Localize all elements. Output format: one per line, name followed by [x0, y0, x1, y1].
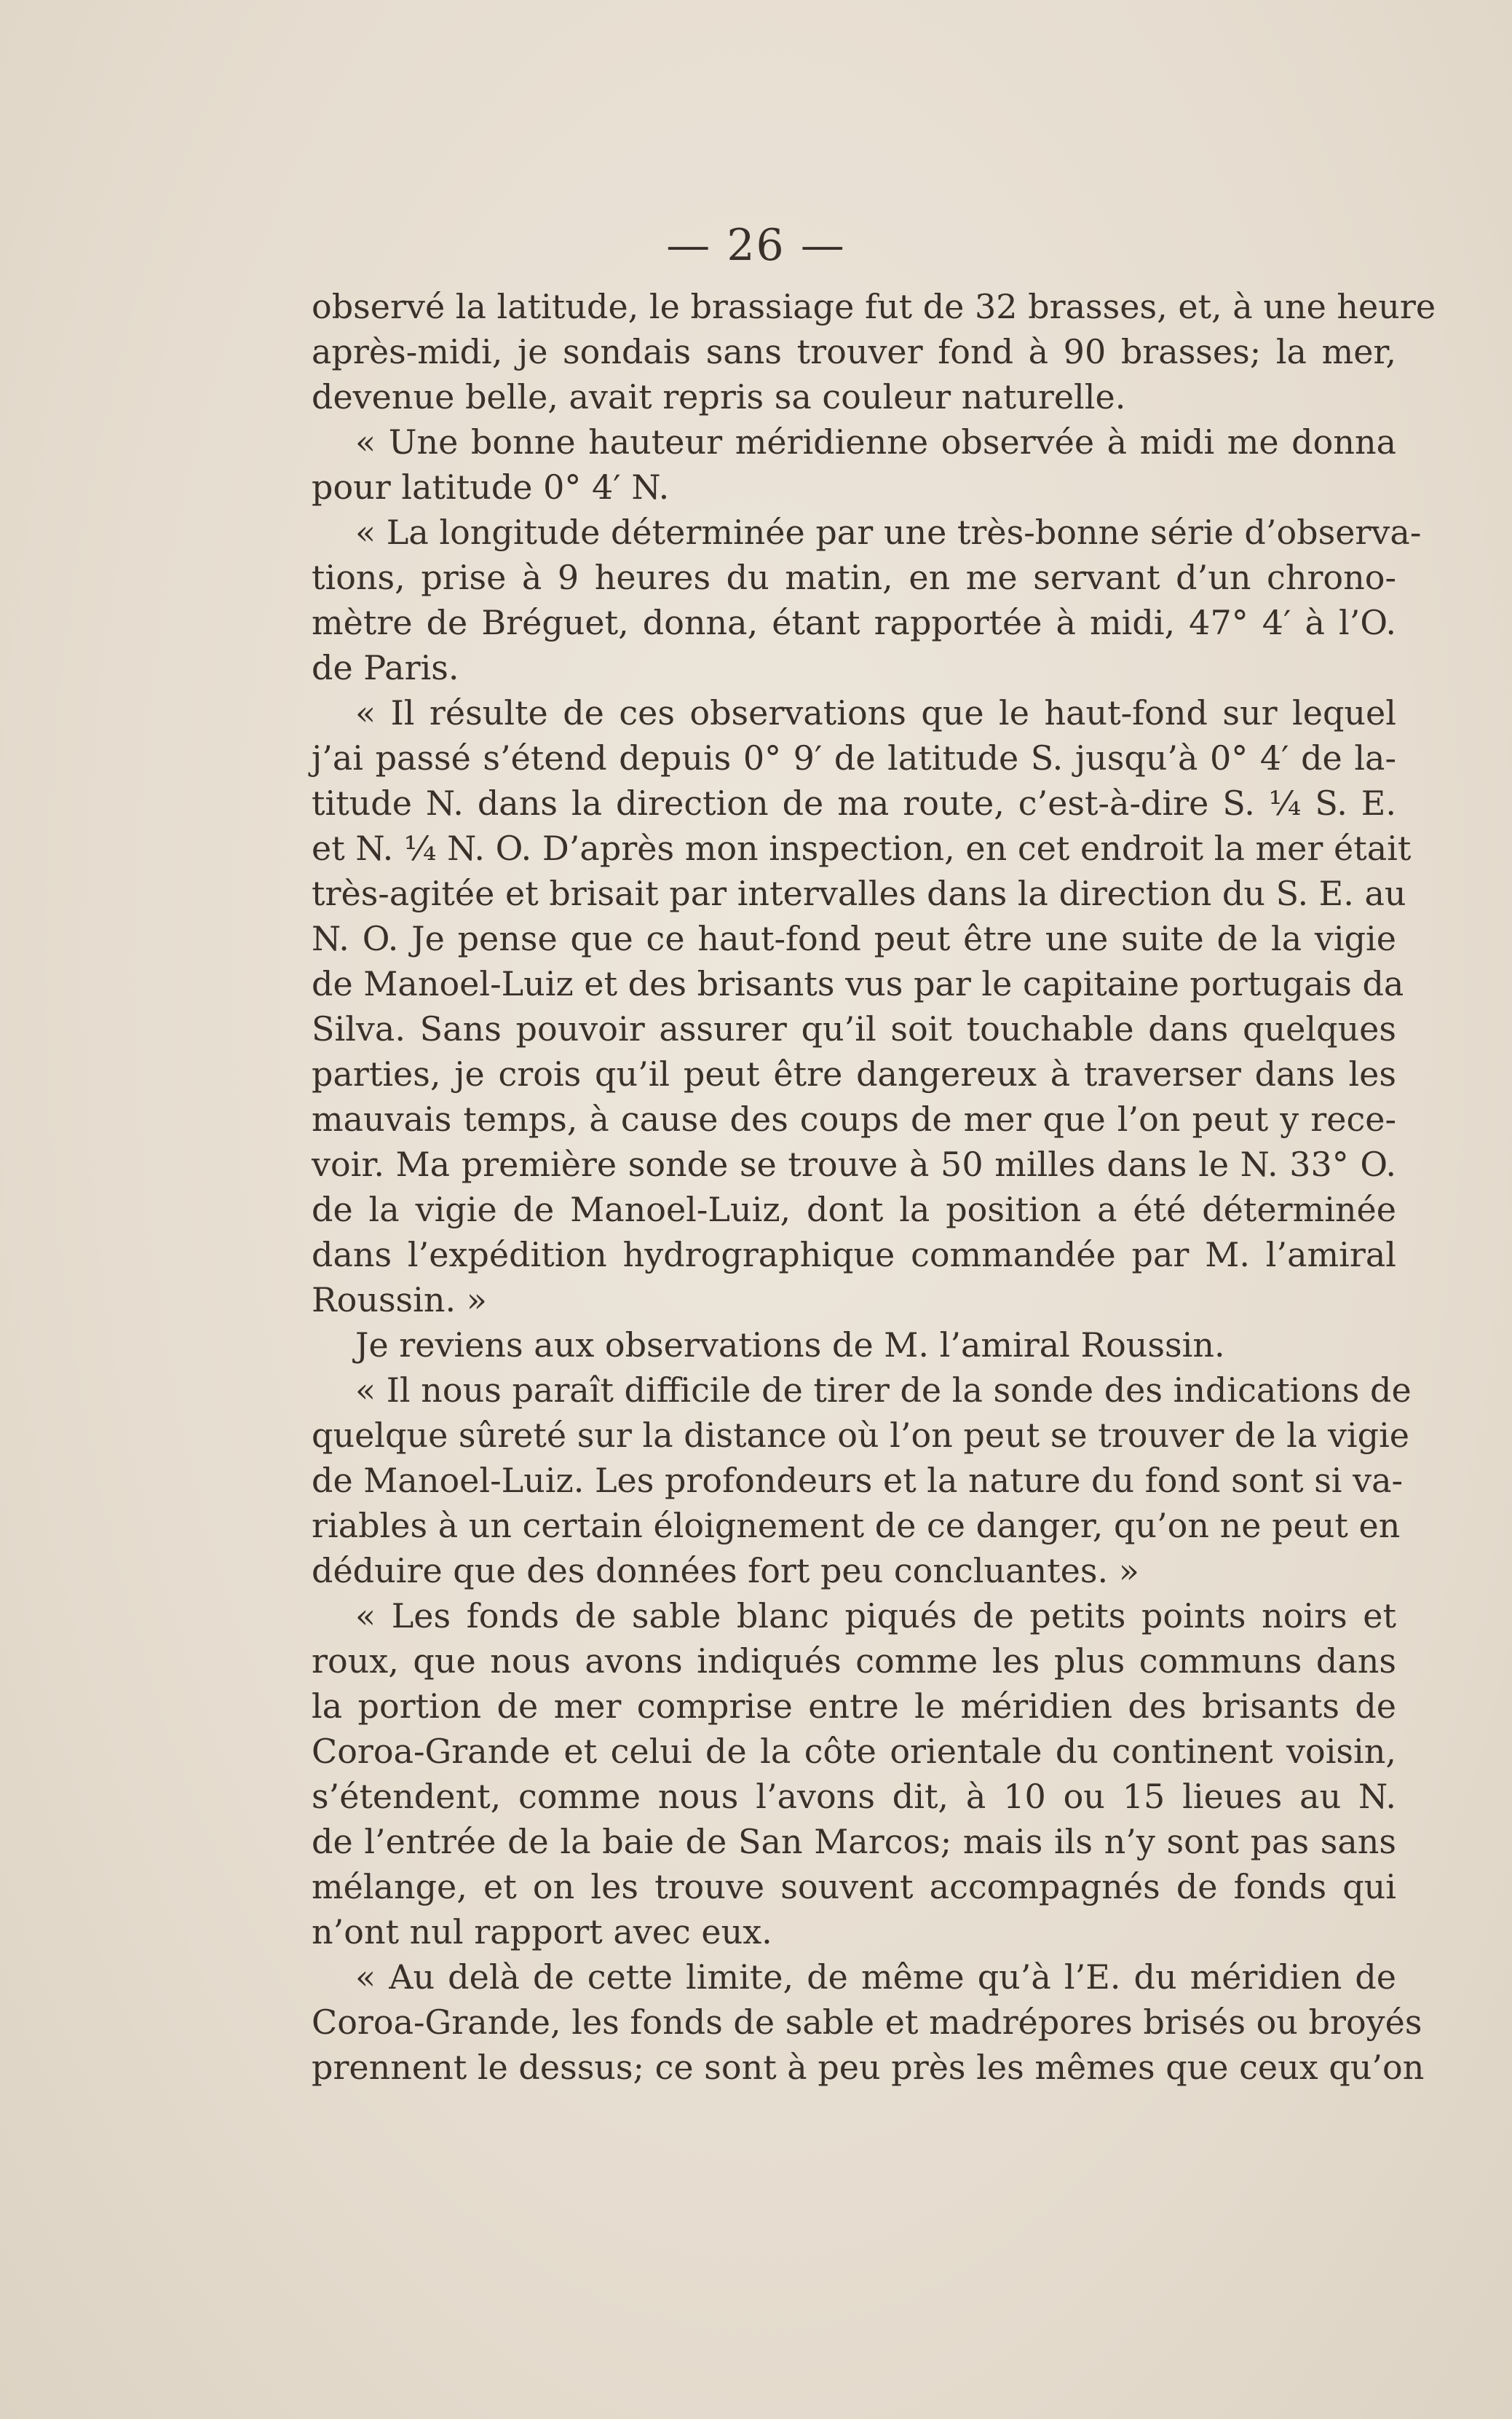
- text-line: et N. ¼ N. O. D’après mon inspection, en cet endroit la mer était: [312, 829, 1412, 868]
- text-line: N. O. Je pense que ce haut-fond peut être une suite de la vigie: [312, 919, 1396, 958]
- body-text: [312, 284, 1436, 2090]
- text-line: n’ont nul rapport avec eux.: [312, 1912, 772, 1952]
- text-line: tions, prise à 9 heures du matin, en me servant d’un chrono-: [312, 558, 1396, 597]
- text-line: mélange, et on les trouve souvent accompagnés de fonds qui: [312, 1867, 1396, 1906]
- text-line: de l’entrée de la baie de San Marcos; mais ils n’y sont pas sans: [312, 1822, 1396, 1861]
- text-line: dans l’expédition hydrographique commandée par M. l’amiral: [312, 1235, 1396, 1274]
- text-line: Roussin. »: [312, 1280, 487, 1319]
- text-line: de Paris.: [312, 648, 459, 687]
- text-line: mètre de Bréguet, donna, étant rapportée à midi, 47° 4′ à l’O.: [312, 603, 1396, 642]
- text-line: parties, je crois qu’il peut être dangereux à traverser dans les: [312, 1054, 1396, 1094]
- text-line: pour latitude 0° 4′ N.: [312, 467, 670, 507]
- text-line: riables à un certain éloignement de ce danger, qu’on ne peut en: [312, 1506, 1401, 1545]
- text-line: « Les fonds de sable blanc piqués de petits points noirs et: [355, 1596, 1396, 1635]
- text-line: Coroa-Grande et celui de la côte orientale du continent voisin,: [312, 1732, 1396, 1771]
- text-line: « Il nous paraît difficile de tirer de la sonde des indications de: [355, 1370, 1412, 1410]
- text-line: de la vigie de Manoel-Luiz, dont la position a été déterminée: [312, 1190, 1396, 1229]
- text-line: Je reviens aux observations de M. l’amiral Roussin.: [355, 1325, 1225, 1365]
- text-line: prennent le dessus; ce sont à peu près les mêmes que ceux qu’on: [312, 2048, 1425, 2087]
- text-line: j’ai passé s’étend depuis 0° 9′ de latitude S. jusqu’à 0° 4′ de la-: [312, 738, 1396, 778]
- text-line: « Au delà de cette limite, de même qu’à l’E. du méridien de: [355, 1957, 1396, 1997]
- text-line: de Manoel-Luiz et des brisants vus par le capitaine portugais da: [312, 964, 1404, 1003]
- text-line: mauvais temps, à cause des coups de mer que l’on peut y rece-: [312, 1100, 1396, 1139]
- text-line: de Manoel-Luiz. Les profondeurs et la nature du fond sont si va-: [312, 1461, 1404, 1500]
- text-line: s’étendent, comme nous l’avons dit, à 10 ou 15 lieues au N.: [312, 1777, 1396, 1816]
- text-line: déduire que des données fort peu concluantes. »: [312, 1551, 1139, 1590]
- text-line: voir. Ma première sonde se trouve à 50 milles dans le N. 33° O.: [312, 1145, 1396, 1184]
- text-line: « La longitude déterminée par une très-bonne série d’observa-: [355, 513, 1422, 552]
- text-line: « Une bonne hauteur méridienne observée à midi me donna: [355, 422, 1396, 462]
- text-line: très-agitée et brisait par intervalles dans la direction du S. E. au: [312, 874, 1406, 913]
- text-line: Silva. Sans pouvoir assurer qu’il soit touchable dans quelques: [312, 1009, 1396, 1049]
- text-line: observé la latitude, le brassiage fut de 32 brasses, et, à une heure: [312, 287, 1436, 326]
- text-line: roux, que nous avons indiqués comme les plus communs dans: [312, 1641, 1396, 1681]
- text-line: Coroa-Grande, les fonds de sable et madrépores brisés ou broyés: [312, 2002, 1422, 2042]
- text-line: quelque sûreté sur la distance où l’on peut se trouver de la vigie: [312, 1416, 1410, 1455]
- text-line: titude N. dans la direction de ma route, c’est-à-dire S. ¼ S. E.: [312, 784, 1396, 823]
- text-line: « Il résulte de ces observations que le haut-fond sur lequel: [355, 693, 1396, 733]
- text-line: la portion de mer comprise entre le méridien des brisants de: [312, 1686, 1396, 1726]
- text-line: après-midi, je sondais sans trouver fond à 90 brasses; la mer,: [312, 332, 1396, 371]
- text-line: devenue belle, avait repris sa couleur naturelle.: [312, 377, 1126, 417]
- page-number: — 26 —: [666, 220, 846, 271]
